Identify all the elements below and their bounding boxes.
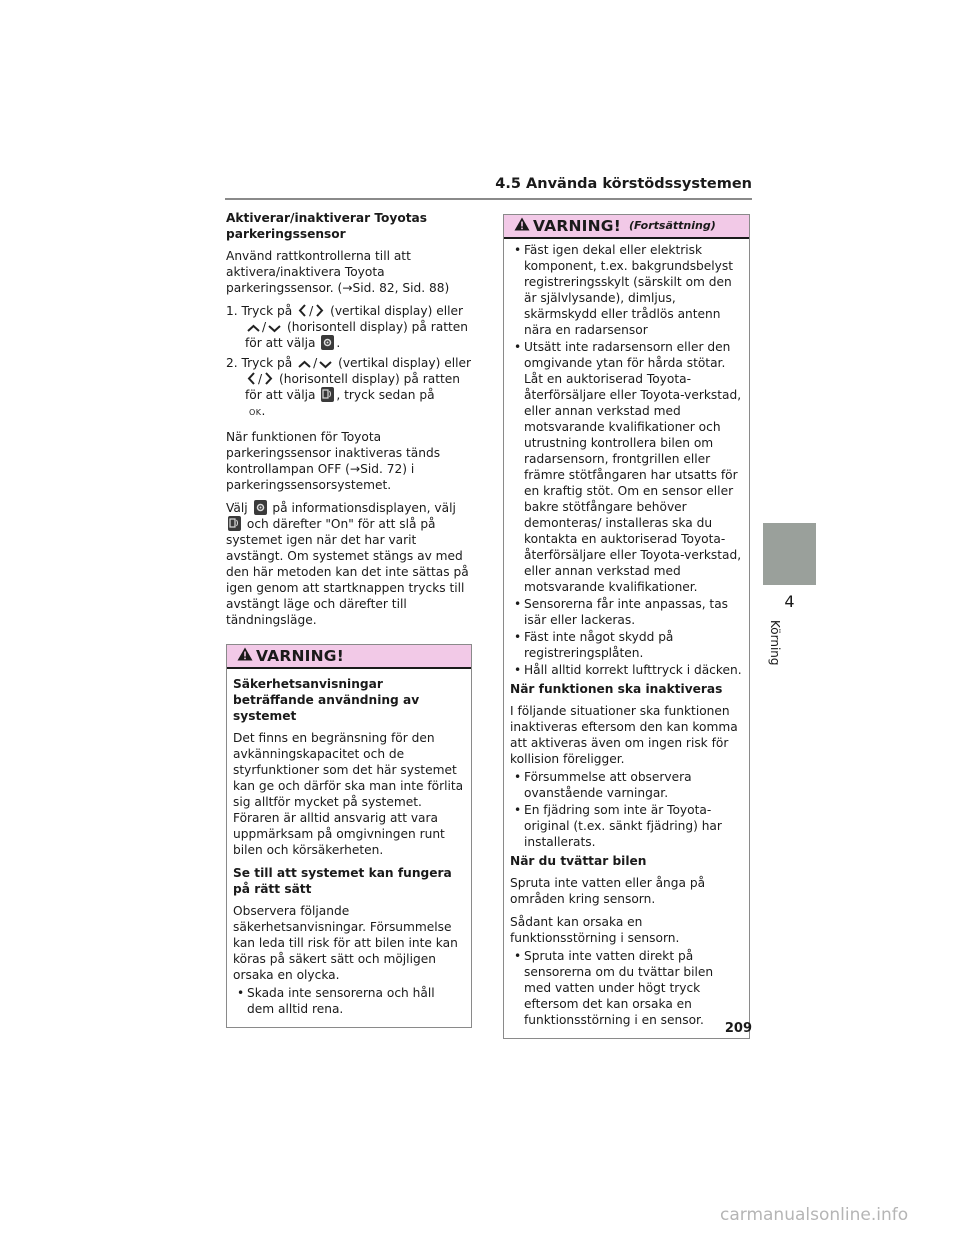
step-1-text-b: (vertikal display) eller <box>330 304 463 318</box>
warning-bullets-2 <box>510 769 743 850</box>
warning-body <box>227 669 471 1027</box>
list-item: • En fjädring som inte är Toyota-original (t.ex. sänkt fjädring) har installerats. <box>510 802 743 850</box>
page-number: 209 <box>724 1021 752 1036</box>
settings-gear-icon <box>321 335 334 350</box>
step-1-number: 1. <box>226 304 238 318</box>
warning-triangle-icon <box>514 217 530 235</box>
parking-sensor-icon <box>321 387 334 402</box>
chapter-name: Körning <box>768 620 782 666</box>
warning-heading-2: Se till att systemet kan fungera på rätt sätt <box>233 866 452 896</box>
ok-button-icon: OK <box>249 408 262 417</box>
chevron-right-icon <box>264 372 273 385</box>
step-2 <box>226 355 472 421</box>
warning-heading-1: Säkerhetsanvisningar beträffande användning av systemet <box>233 677 420 723</box>
list-item: • Skada inte sensorerna och håll dem alltid rena. <box>233 985 465 1017</box>
step-1 <box>226 303 472 351</box>
step-1-text-c: (horisontell display) på ratten för att välja <box>245 320 469 350</box>
warning-bullets-3 <box>510 948 743 1028</box>
step-1-text-a: Tryck på <box>241 304 293 318</box>
chevron-left-icon <box>247 372 256 385</box>
watermark: carmanualsonline.info <box>720 1205 909 1225</box>
warning-heading-wash: När du tvättar bilen <box>510 854 647 868</box>
warning-paragraph-wash-2: Sådant kan orsaka en funktionsstörning i sensorn. <box>510 915 680 945</box>
chevron-up-icon <box>247 324 260 333</box>
warning-body <box>504 239 749 1038</box>
chevron-down-icon <box>268 324 281 333</box>
chevron-up-icon <box>298 360 311 369</box>
warning-header <box>227 645 471 669</box>
list-item: • Spruta inte vatten direkt på sensorerna om du tvättar bilen med vatten under högt tryck eftersom det kan orsaka en funktionsstörning i en sensor. <box>510 948 743 1028</box>
list-item: • Håll alltid korrekt lufttryck i däcken. <box>510 662 743 678</box>
slash-separator: / <box>262 320 267 334</box>
list-item: • Sensorerna får inte anpassas, tas isär eller lackeras. <box>510 596 743 628</box>
warning-paragraph-wash-1: Spruta inte vatten eller ånga på områden kring sensorn. <box>510 876 706 906</box>
parking-sensor-icon <box>228 516 241 531</box>
warning-title: VARNING! <box>256 647 344 665</box>
list-item: • Utsätt inte radarsensorn eller den omgivande ytan för hårda stötar. Låt en auktoriserad Toyota-återförsäljare eller Toyota-verkstad, eller annan verkstad med motsvarande kvalifikationer och utrustning kontrollera bilen om radarsensorn, frontgrillen eller främre stötfångaren har utsatts för en kraftig stöt. Om en sensor eller bakre stötfångare behöver demonteras/ installeras ska du kontakta en auktoriserad Toyota-återförsäljare eller Toyota-verkstad, eller annan verkstad med motsvarande kvalifikationer. <box>510 339 743 595</box>
step-1-text-d: . <box>336 336 341 350</box>
chapter-tab <box>763 523 816 585</box>
list-item: • Fäst igen dekal eller elektrisk komponent, t.ex. bakgrundsbelyst registreringsskylt (särskilt om den är självlysande), dimljus, skärmskydd eller trådlös antenn nära en radarsensor <box>510 242 743 338</box>
slash-separator: / <box>313 356 318 370</box>
chevron-right-icon <box>315 304 324 317</box>
list-item: • Fäst inte något skydd på registreringsplåten. <box>510 629 743 661</box>
warning-triangle-icon <box>237 647 253 665</box>
warning-title: VARNING! <box>533 217 621 235</box>
off-lamp-paragraph: När funktionen för Toyota parkeringssensor inaktiveras tänds kontrollampan OFF (→Sid. 72) i parkeringssensorsystemet. <box>226 430 441 492</box>
slash-separator: / <box>258 372 263 386</box>
right-column <box>503 214 750 1039</box>
warning-bullets-left <box>233 985 465 1017</box>
step-2-text-a: Tryck på <box>241 356 293 370</box>
warning-heading-deactivate: När funktionen ska inaktiveras <box>510 682 723 696</box>
warning-paragraph-1: Det finns en begränsning för den avkänningskapacitet och de styrfunktioner som det här systemet kan ge och därför ska man inte förlita sig alltför mycket på systemet. Föraren är alltid ansvarig att vara uppmärksam på omgivningen runt bilen och körsäkerheten. <box>233 731 464 857</box>
intro-paragraph: Använd rattkontrollerna till att aktivera/inaktivera Toyota parkeringssensor. (→Sid. 82, Sid. 88) <box>226 249 450 295</box>
warning-bullets-1 <box>510 242 743 678</box>
section-header: 4.5 Använda körstödssystemen <box>495 176 752 192</box>
list-item: • Försummelse att observera ovanstående varningar. <box>510 769 743 801</box>
chevron-left-icon <box>298 304 307 317</box>
step-2-text-d: , tryck sedan på <box>336 388 435 402</box>
step-2-text-b: (vertikal display) eller <box>338 356 471 370</box>
header-rule <box>225 198 752 200</box>
warning-header-continued <box>504 215 749 239</box>
reactivate-text-a: Välj <box>226 501 248 515</box>
chevron-down-icon <box>319 360 332 369</box>
reactivate-paragraph <box>226 500 472 628</box>
slash-separator: / <box>309 304 314 318</box>
chapter-number: 4 <box>784 592 795 611</box>
warning-box-right <box>503 214 750 1039</box>
step-2-number: 2. <box>226 356 238 370</box>
parking-sensor-heading: Aktiverar/inaktiverar Toyotas parkeringssensor <box>226 211 428 241</box>
warning-box-left <box>226 644 472 1028</box>
left-column <box>226 210 472 1028</box>
reactivate-text-c: och därefter "On" för att slå på systemet igen när det har varit avstängt. Om systemet stängs av med den här metoden kan det inte sättas på igen genom att startknappen trycks till avstängt läge och därefter till tändningsläge. <box>226 517 469 627</box>
warning-continued-label: (Fortsättning) <box>628 219 716 232</box>
step-2-text-c: (horisontell display) på ratten för att välja <box>245 372 461 402</box>
reactivate-text-b: på informationsdisplayen, välj <box>272 501 456 515</box>
warning-paragraph-2: Observera följande säkerhetsanvisningar. Försummelse kan leda till risk för att bilen inte kan köras på säkert sätt och möjligen orsaka en olycka. <box>233 904 458 982</box>
step-2-text-e: . <box>261 404 266 418</box>
warning-paragraph-deactivate: I följande situationer ska funktionen inaktiveras eftersom den kan komma att aktiveras även om ingen risk för kollision föreligger. <box>510 704 738 766</box>
settings-gear-icon <box>254 500 267 515</box>
